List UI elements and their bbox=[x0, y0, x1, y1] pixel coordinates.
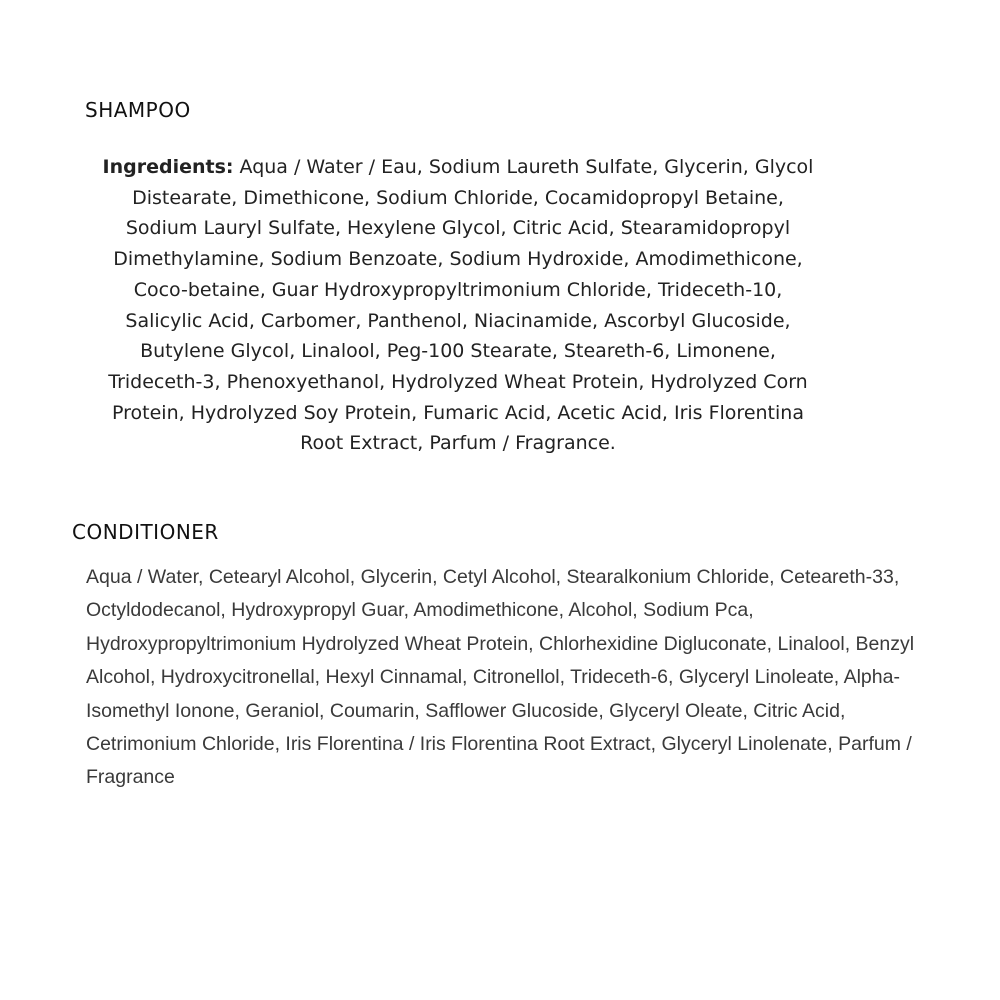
conditioner-heading: CONDITIONER bbox=[72, 520, 219, 544]
shampoo-ingredients bbox=[100, 152, 816, 459]
shampoo-heading: SHAMPOO bbox=[85, 98, 191, 122]
shampoo-ingredients-text: Aqua / Water / Eau, Sodium Laureth Sulfate, Glycerin, Glycol Distearate, Dimethicone, Sodium Chloride, Cocamidopropyl Betaine, Sodium Lauryl Sulfate, Hexylene Glycol, Citric Acid, Stearamidopropyl Dimethylamine, Sodium Benzoate, Sodium Hydroxide, Amodimethicone, Coco-betaine, Guar Hydroxypropyltrimonium Chloride, Trideceth-10, Salicylic Acid, Carbomer, Panthenol, Niacinamide, Ascorbyl Glucoside, Butylene Glycol, Linalool, Peg-100 Stearate, Steareth-6, Limonene, Trideceth-3, Phenoxyethanol, Hydrolyzed Wheat Protein, Hydrolyzed Corn Protein, Hydrolyzed Soy Protein, Fumaric Acid, Acetic Acid, Iris Florentina Root Extract, Parfum / Fragrance. bbox=[108, 156, 814, 455]
conditioner-ingredients-text: Aqua / Water, Cetearyl Alcohol, Glycerin, Cetyl Alcohol, Stearalkonium Chloride, Ceteareth-33, Octyldodecanol, Hydroxypropyl Guar, Amodimethicone, Alcohol, Sodium Pca, Hydroxypropyltrimonium Hydrolyzed Wheat Protein, Chlorhexidine Digluconate, Linalool, Benzyl Alcohol, Hydroxycitronellal, Hexyl Cinnamal, Citronellol, Trideceth-6, Glyceryl Linoleate, Alpha-Isomethyl Ionone, Geraniol, Coumarin, Safflower Glucoside, Glyceryl Oleate, Citric Acid, Cetrimonium Chloride, Iris Florentina / Iris Florentina Root Extract, Glyceryl Linolenate, Parfum / Fragrance bbox=[86, 566, 915, 789]
shampoo-ingredients-label: Ingredients: bbox=[102, 156, 234, 178]
